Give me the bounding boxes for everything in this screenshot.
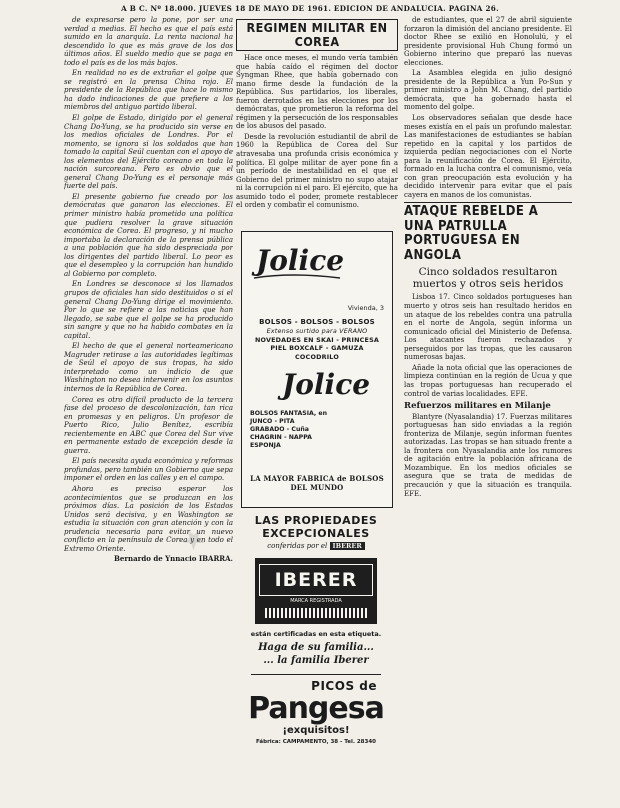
- iberer-slogan-1: Haga de su familia...: [258, 642, 374, 653]
- iberer-subtitle-row: [241, 542, 391, 550]
- watermark: ★: [173, 513, 220, 560]
- col3-paragraph: Añade la nota oficial que las operaciones de limpieza continúan en la región de Ucua y que las tropas portuguesas han recuperado el control de varias localidades. EFE.: [404, 363, 572, 398]
- col2-paragraph: Desde la revolución estudiantil de abril de 1960 la República de Corea del Sur atravesaba una profunda crisis económica y política. El golpe militar de ayer pone fin a un período de inestabilidad en el que el Gobierno del primer ministro no supo atajar ni la corrupción ni el paro. El ejército, que ha asumido todo el poder, promete restablecer el orden y combatir el comunismo.: [236, 132, 398, 210]
- headline-box: [236, 19, 398, 51]
- pangesa-logo: Pangesa: [248, 691, 384, 726]
- iberer-title-1: LAS PROPIEDADES: [254, 514, 378, 527]
- column-3-article: [404, 16, 572, 804]
- label-pattern-icon: [265, 608, 367, 618]
- col3-paragraph: Lisboa 17. Cinco soldados portugueses han muerto y otros seis han resultado heridos en un ataque de los rebeldes contra una patrulla en el norte de Angola, según informa un comunicado oficial del Ministerio de Defensa. Los atacantes fueron rechazados y perseguidos por las tropas, que les causaron numerosas bajas.: [404, 293, 572, 362]
- col3-paragraph: de estudiantes, que el 27 de abril siguiente forzaron la dimisión del anciano presidente. El doctor Rhee se exilió en Honolulú, y el presidente provisional Huh Chung formó un Gobierno interino que preparó las nuevas elecciones.: [404, 16, 572, 67]
- ad-line: NOVEDADES EN SKAI - PRINCESA: [254, 335, 380, 344]
- col1-paragraph: Ahora es preciso esperar los acontecimientos que se produzcan en los próximos días. La posición de los Estados Unidos será decisiva, y en Washington se estudia la situación con gran atención y con la prudencia necesaria para evitar un nuevo conflicto en la península de Corea y en todo el Extremo Oriente.: [64, 484, 233, 553]
- iberer-advertisement: [241, 514, 391, 804]
- ad-line: BOLSOS - BOLSOS - BOLSOS: [259, 318, 375, 326]
- col3-paragraph: Blantyre (Nyasalandia) 17. Fuerzas militares portuguesas han sido enviadas a la región fronteriza de Milanje, según informan fuentes autorizadas. Las tropas se han situado frente a la frontera con Nyasalandia ante los rumores de agitación entre la población africana de Mozambique. En los medios oficiales se asegura que se trata de medidas de precaución y que la situación es tranquila. EFE.: [404, 412, 572, 498]
- col1-signature: Bernardo de Ynnacio IBARRA.: [113, 554, 233, 564]
- jolice-footer: [242, 475, 392, 493]
- col2-paragraph: Hace once meses, el mundo vería también que había caído el régimen del doctor Syngman Rhee, que había gobernado con mano firme desde la fundación de la República. Sus partidarios, los liberales, fueron derrotados en las elecciones por los demócratas, que prometieron la reforma del régimen y la persecución de los responsables de los abusos del pasado.: [236, 54, 398, 131]
- iberer-big-logo: IBERER: [259, 564, 373, 596]
- ad-list-item: GRABADO - Cuña: [250, 426, 309, 433]
- col1-paragraph: Corea es otro difícil producto de la tercera fase del proceso de descolonización, tan rica en promesas y en peligros. Un profesor de Puerto Rico, Julio Benítez, escribía recientemente en ABC que Corea del Sur vive en permanente estado de excepción desde la guerra.: [64, 395, 233, 455]
- ad-list-item: CHAGRIN - NAPPA: [250, 434, 312, 441]
- subheadline-angola: Cinco soldados resultaron muertos y otros seis heridos: [412, 266, 564, 291]
- pangesa-address: Fábrica: CAMPAMENTO, 38 - Tel. 28340: [255, 739, 376, 745]
- ad-footer-line: DEL MUNDO: [290, 482, 344, 492]
- iberer-certified: están certificadas en esta etiqueta.: [250, 630, 382, 638]
- jolice-list: [250, 410, 327, 450]
- ad-list-item: JUNCO - PITA: [250, 418, 295, 425]
- iberer-registered: MARCA REGISTRADA: [290, 598, 342, 604]
- col1-paragraph: El presente gobierno fue creado por los demócratas que ganaron las elecciones. El primer ministro había prometido una política que pudiera resolver la grave situación económica de Corea. El progreso, y ni mucho importaba la declaración de la prensa pública a una población que ha sido despreciada por los dirigentes del partido liberal. Lo peor es que el desempleo y la corrupción han hundido al Gobierno por completo.: [64, 192, 233, 278]
- pangesa-slogan: ¡exquisitos!: [282, 725, 350, 736]
- col3-paragraph: Los observadores señalan que desde hace meses existía en el país un profundo malestar. Las manifestaciones de estudiantes se habían repetido en la capital y los partidos de izquierda pedían negociaciones con el Norte para la reunificación de Corea. El Ejército, formado en la lucha contra el comunismo, veía con gran preocupación esta evolución y ha decidido intervenir para evitar que el país cayera en manos de los comunistas.: [404, 114, 572, 199]
- ad-line: Extenso surtido para VERANO: [266, 326, 368, 335]
- jolice-logo: Jolice: [256, 244, 345, 277]
- col3-paragraph: La Asamblea elegida en julio designó presidente de la República a Yun Po-Sun y primer ministro a John M. Chang, del partido demócrata, que ha gobernado hasta el momento del golpe.: [404, 69, 572, 112]
- divider: [404, 202, 572, 203]
- iberer-slogan-2: ... la familia Iberer: [263, 655, 369, 666]
- ad-line: COCODRILO: [295, 353, 339, 362]
- headline-corea: REGIMEN MILITAR EN COREA: [246, 20, 388, 49]
- jolice-address: Vivienda, 3: [347, 304, 384, 312]
- ad-footer-line: LA MAYOR FABRICA de BOLSOS: [250, 474, 384, 483]
- subheadline-milanje: Refuerzos militares en Milanje: [404, 401, 551, 412]
- ad-line: PIEL BOXCALF - GAMUZA: [270, 344, 364, 353]
- iberer-label: [255, 558, 377, 624]
- iberer-subtitle: conferidas por el: [267, 542, 328, 550]
- logo-underline-icon: [252, 272, 342, 282]
- col1-paragraph: de expresarse pero la pone, por ser una verdad a medias. El hecho es que el país está sumido en la anarquía. La renta nacional ha descendido lo que es más grave de los dos últimos años. El sueldo medio que se paga en todo el país es de los más bajos.: [64, 16, 233, 67]
- jolice-advertisement: [241, 231, 393, 508]
- divider: [251, 674, 381, 675]
- col1-paragraph: El golpe de Estado, dirigido por el general Chang Do-Yung, se ha producido sin verse en los medios oficiales de Londres. Por el momento, se ignora si los soldados que han tomado la capital Seúl cuentan con el apoyo de los elementos del Ejército coreano en toda la nación surcoreana. Pero es obvio que el general Chang Do-Yung es el personaje más fuerte del país.: [64, 114, 233, 191]
- jolice-logo-2: Jolice: [282, 368, 371, 401]
- col1-paragraph: El país necesita ayuda económica y reformas profundas, pero también un Gobierno que sepa imponer el orden en las calles y en el campo.: [64, 457, 233, 483]
- jolice-lines: [242, 318, 392, 362]
- ad-list-item: BOLSOS FANTASIA, en: [250, 410, 328, 417]
- iberer-small-logo: IBERER: [330, 542, 365, 550]
- iberer-title-2: EXCEPCIONALES: [262, 527, 370, 540]
- col1-paragraph: En Londres se desconoce si los llamados grupos de oficiales han sido destituidos o si el general Chang Do-Yung dirige el movimiento. Por lo que se refiere a las noticias que han llegado, se sabe que el golpe se ha producido sin sangre y que no ha habido combates en la capital.: [64, 280, 233, 340]
- page-header: A B C. Nº 18.000. JUEVES 18 DE MAYO DE 1961. EDICION DE ANDALUCIA. PAGINA 26.: [121, 3, 499, 13]
- headline-angola: ATAQUE REBELDE A UNA PATRULLA PORTUGUESA EN ANGOLA: [404, 204, 539, 263]
- col1-paragraph: El hecho de que el general norteamericano Magruder retirase a las autoridades legítimas de Seúl el apoyo de sus tropas, ha sido interpretado como un indicio de que Washington no desea intervenir en los asuntos internos de la República de Corea.: [64, 342, 233, 393]
- ad-list-item: ESPONJA: [250, 442, 281, 449]
- picos-title: PICOS de: [311, 679, 377, 693]
- col1-paragraph: En realidad no es de extrañar el golpe que se registró en la prensa China roja. El presidente de la República que hace lo mismo ha dado indicaciones de que prefiere a los miembros del antiguo partido liberal.: [64, 69, 233, 112]
- column-1-article: [64, 16, 233, 804]
